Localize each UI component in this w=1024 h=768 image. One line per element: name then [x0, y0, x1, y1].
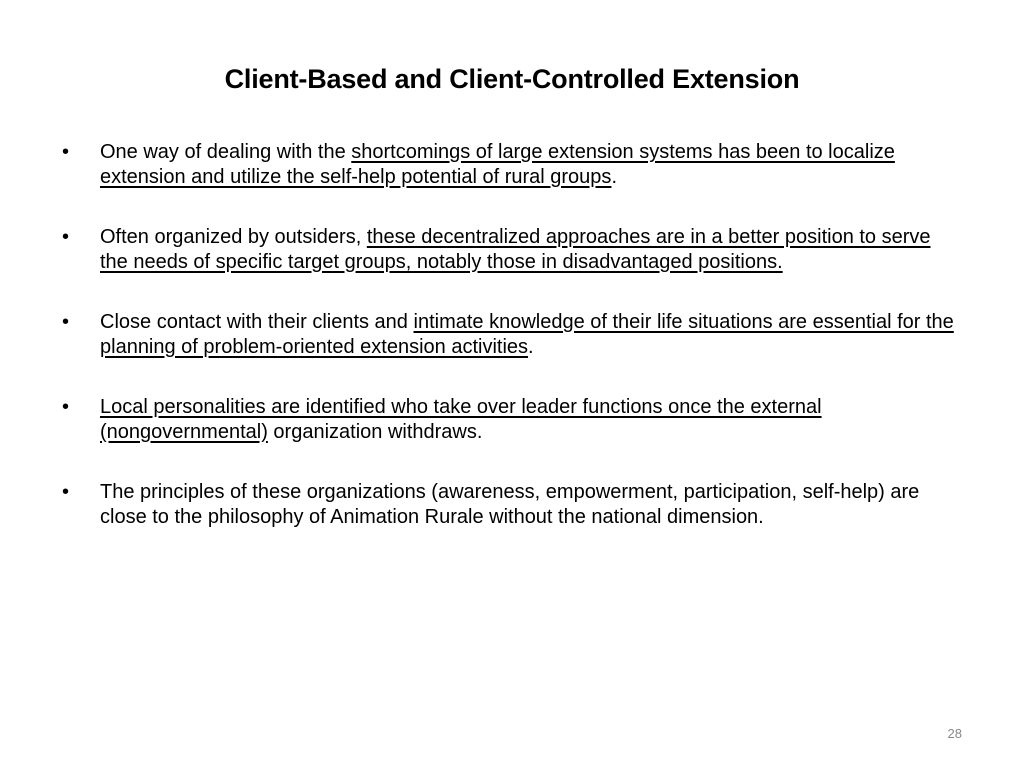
bullet-text: The principles of these organizations (awareness, empowerment, participation, self-help) are close to the philosophy of Animation Rurale without the national dimension. [100, 481, 920, 528]
bullet-marker: • [62, 481, 70, 503]
underlined-text: shortcomings of large extension systems has been to localize extension and utilize the self-help potential of rural groups [100, 141, 895, 188]
underlined-text: intimate knowledge of their life situations are essential for the planning of problem-oriented extension activities [100, 311, 954, 358]
bullet-marker: • [62, 311, 70, 333]
bullet-list [62, 140, 962, 565]
bullet-item [62, 310, 962, 359]
bullet-marker: • [62, 141, 70, 163]
slide-title: Client-Based and Client-Controlled Extension [224, 64, 800, 94]
bullet-item [62, 480, 962, 529]
bullet-marker: • [62, 396, 70, 418]
bullet-text: Often organized by outsiders, [100, 226, 367, 248]
bullet-text: organization withdraws. [267, 420, 483, 443]
underlined-text: Local personalities are identified who take over leader functions once the external (nongovernmental) [100, 396, 822, 443]
bullet-text: One way of dealing with the [100, 141, 352, 163]
bullet-text: . [611, 165, 617, 188]
bullet-marker: • [62, 226, 70, 248]
bullet-text: . [528, 335, 534, 358]
underlined-text: these decentralized approaches are in a better position to serve the needs of specific target groups, notably those in disadvantaged positions. [100, 226, 931, 273]
bullet-item [62, 395, 962, 444]
bullet-item [62, 225, 962, 274]
bullet-text: Close contact with their clients and [100, 311, 414, 333]
bullet-item [62, 140, 962, 189]
page-number: 28 [947, 726, 962, 741]
